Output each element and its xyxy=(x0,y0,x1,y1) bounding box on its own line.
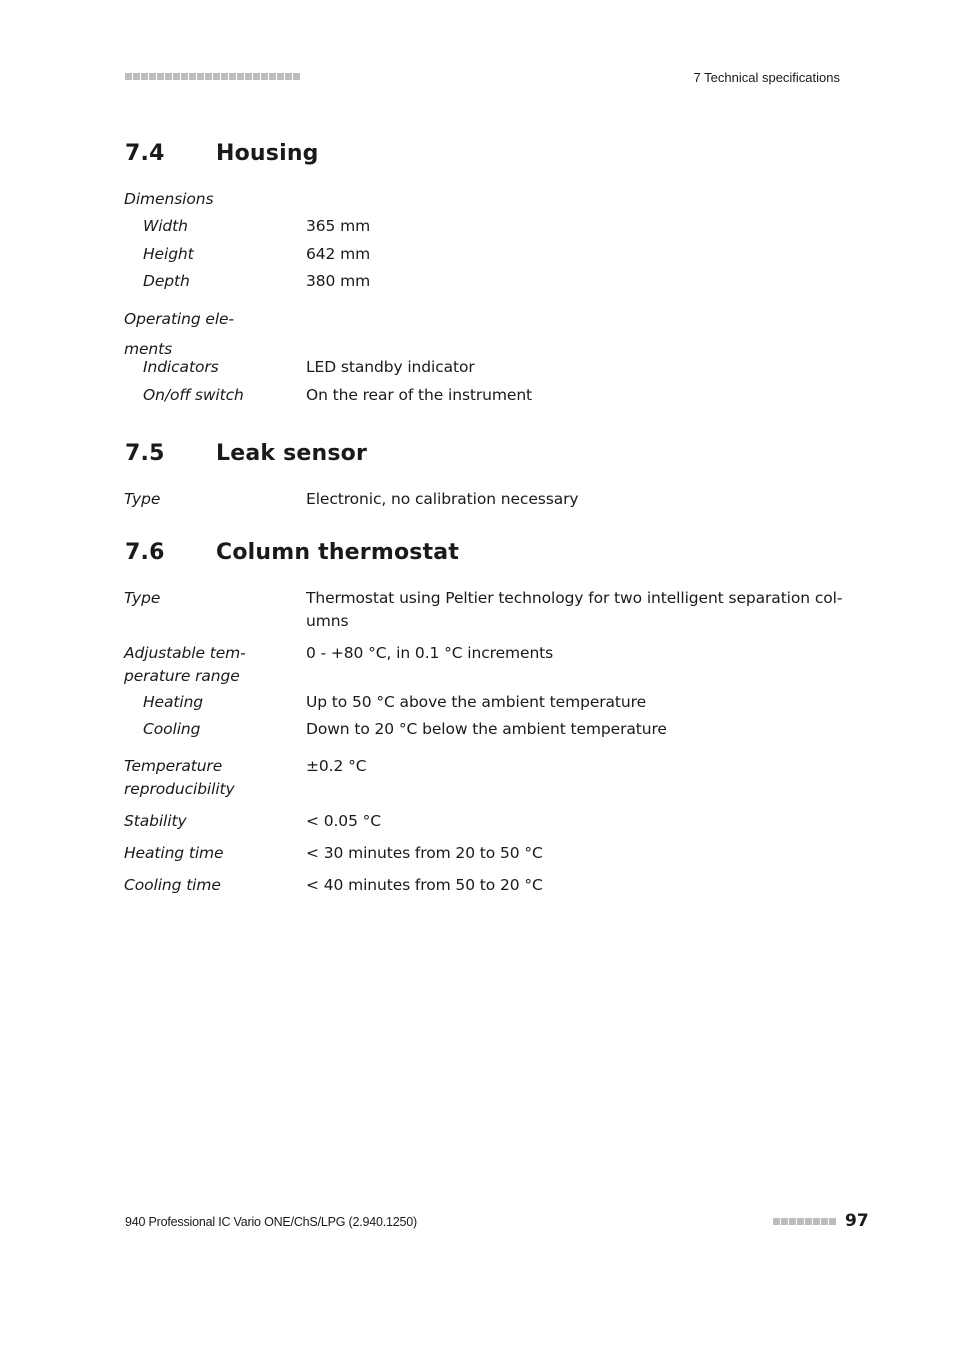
spec-label-width: Width xyxy=(143,217,188,235)
decor-square xyxy=(813,1218,820,1225)
section-title: Column thermostat xyxy=(216,540,460,565)
decor-square xyxy=(805,1218,812,1225)
decor-square xyxy=(221,73,228,80)
decor-square xyxy=(781,1218,788,1225)
section-number: 7.5 xyxy=(125,441,165,466)
decor-square xyxy=(277,73,284,80)
spec-value-depth: 380 mm xyxy=(306,272,371,290)
spec-label-dimensions: Dimensions xyxy=(124,190,214,208)
section-title: Housing xyxy=(216,141,319,166)
header-decoration xyxy=(125,73,300,80)
running-header-title: 7 Technical specifications xyxy=(693,70,840,85)
spec-label-cooling: Cooling xyxy=(143,720,201,738)
label-line: Operating ele- xyxy=(124,310,234,328)
spec-value-height: 642 mm xyxy=(306,245,371,263)
page-number: 97 xyxy=(845,1211,869,1231)
decor-square xyxy=(189,73,196,80)
section-heading-column-thermostat xyxy=(125,540,459,565)
decor-square xyxy=(181,73,188,80)
spec-value-cooling-time: < 40 minutes from 50 to 20 °C xyxy=(306,876,543,894)
spec-label-heating-time: Heating time xyxy=(124,844,224,862)
spec-value-heating: Up to 50 °C above the ambient temperature xyxy=(306,693,647,711)
section-title: Leak sensor xyxy=(216,441,368,466)
spec-label-thermostat-type: Type xyxy=(124,589,161,607)
decor-square xyxy=(149,73,156,80)
spec-label-onoff-switch: On/off switch xyxy=(143,386,244,404)
decor-square xyxy=(797,1218,804,1225)
spec-label-operating-elements xyxy=(124,308,234,361)
decor-square xyxy=(165,73,172,80)
spec-label-heating: Heating xyxy=(143,693,204,711)
decor-square xyxy=(269,73,276,80)
value-line: umns xyxy=(306,612,349,630)
decor-square xyxy=(261,73,268,80)
decor-square xyxy=(125,73,132,80)
footer-decoration xyxy=(773,1218,836,1225)
spec-label-leak-type: Type xyxy=(124,490,161,508)
spec-value-thermostat-type xyxy=(306,587,842,633)
decor-square xyxy=(821,1218,828,1225)
decor-square xyxy=(285,73,292,80)
decor-square xyxy=(293,73,300,80)
decor-square xyxy=(197,73,204,80)
spec-label-stability: Stability xyxy=(124,812,187,830)
decor-square xyxy=(789,1218,796,1225)
decor-square xyxy=(773,1218,780,1225)
section-number: 7.4 xyxy=(125,141,165,166)
decor-square xyxy=(829,1218,836,1225)
section-heading-housing xyxy=(125,141,319,166)
spec-label-indicators: Indicators xyxy=(143,358,219,376)
label-line: Temperature xyxy=(124,757,223,775)
footer-product-name: 940 Professional IC Vario ONE/ChS/LPG (2.940.1250) xyxy=(125,1215,418,1229)
spec-value-temperature-range: 0 - +80 °C, in 0.1 °C increments xyxy=(306,644,554,662)
decor-square xyxy=(253,73,260,80)
label-line: ments xyxy=(124,340,173,358)
spec-label-depth: Depth xyxy=(143,272,190,290)
spec-value-indicators: LED standby indicator xyxy=(306,358,475,376)
spec-label-temperature-reproducibility xyxy=(124,755,235,801)
spec-label-temperature-range xyxy=(124,642,246,688)
decor-square xyxy=(133,73,140,80)
value-line: Thermostat using Peltier technology for two intelligent separation col- xyxy=(306,589,843,607)
decor-square xyxy=(245,73,252,80)
label-line: perature range xyxy=(124,667,240,685)
spec-value-heating-time: < 30 minutes from 20 to 50 °C xyxy=(306,844,543,862)
spec-value-onoff-switch: On the rear of the instrument xyxy=(306,386,533,404)
decor-square xyxy=(213,73,220,80)
decor-square xyxy=(205,73,212,80)
label-line: Adjustable tem- xyxy=(124,644,246,662)
decor-square xyxy=(173,73,180,80)
spec-label-height: Height xyxy=(143,245,194,263)
spec-value-cooling: Down to 20 °C below the ambient temperature xyxy=(306,720,667,738)
label-line: reproducibility xyxy=(124,780,235,798)
spec-value-leak-type: Electronic, no calibration necessary xyxy=(306,490,579,508)
spec-value-stability: < 0.05 °C xyxy=(306,812,382,830)
decor-square xyxy=(141,73,148,80)
spec-value-temperature-reproducibility: ±0.2 °C xyxy=(306,757,367,775)
section-number: 7.6 xyxy=(125,540,165,565)
decor-square xyxy=(237,73,244,80)
decor-square xyxy=(229,73,236,80)
spec-value-width: 365 mm xyxy=(306,217,371,235)
decor-square xyxy=(157,73,164,80)
spec-label-cooling-time: Cooling time xyxy=(124,876,221,894)
section-heading-leak-sensor xyxy=(125,441,367,466)
